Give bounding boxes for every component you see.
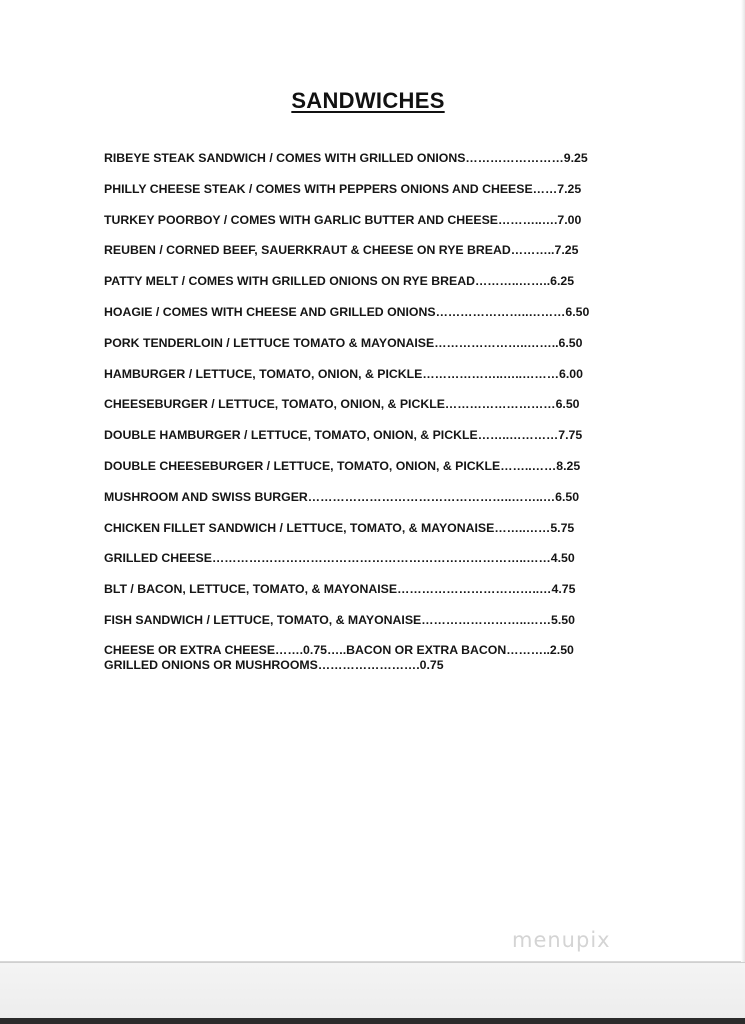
menu-item-patty-melt: PATTY MELT / COMES WITH GRILLED ONIONS ON RYE BREAD………..……..6.25 [104,274,575,289]
extras-line-cheese-bacon: CHEESE OR EXTRA CHEESE…….0.75…..BACON OR EXTRA BACON………..2.50 [104,642,574,657]
menu-item-double-cheeseburger: DOUBLE CHEESEBURGER / LETTUCE, TOMATO, ONION, & PICKLE……..……8.25 [104,458,581,473]
menu-item-ribeye-steak-sandwich: RIBEYE STEAK SANDWICH / COMES WITH GRILLED ONIONS……………………9.25 [104,151,588,165]
extras-line-onions-mushrooms: GRILLED ONIONS OR MUSHROOMS…………………….0.75 [104,657,444,672]
menu-item-hoagie: HOAGIE / COMES WITH CHEESE AND GRILLED ONIONS…………………..………6.50 [104,304,590,319]
menu-item-philly-cheese-steak: PHILLY CHEESE STEAK / COMES WITH PEPPERS ONIONS AND CHEESE……7.25 [104,181,582,196]
menu-item-cheeseburger: CHEESEBURGER / LETTUCE, TOMATO, ONION, & PICKLE………………………6.50 [104,397,580,412]
sheet-right-edge [741,0,745,962]
menu-item-mushroom-swiss-burger: MUSHROOM AND SWISS BURGER…………………………………………..……..…6.50 [104,489,580,504]
sandwich-menu-list [104,150,644,673]
scanner-bed-strip [0,962,745,1024]
page-title: SANDWICHES [291,88,445,113]
menu-item-blt: BLT / BACON, LETTUCE, TOMATO, & MAYONAISE……………………………..…4.75 [104,582,576,597]
menu-item-reuben: REUBEN / CORNED BEEF, SAUERKRAUT & CHEESE ON RYE BREAD………..7.25 [104,243,579,258]
menu-item-chicken-fillet-sandwich: CHICKEN FILLET SANDWICH / LETTUCE, TOMATO, & MAYONAISE……..……5.75 [104,520,575,535]
menu-item-double-hamburger: DOUBLE HAMBURGER / LETTUCE, TOMATO, ONION, & PICKLE……..…………7.75 [104,428,583,443]
menu-item-hamburger: HAMBURGER / LETTUCE, TOMATO, ONION, & PICKLE………………..…..………6.00 [104,366,583,381]
menu-item-turkey-poorboy: TURKEY POORBOY / COMES WITH GARLIC BUTTER AND CHEESE………..….7.00 [104,212,582,227]
menu-item-grilled-cheese: GRILLED CHEESE…………………………………………………………………..……4.50 [104,551,575,566]
menu-item-fish-sandwich: FISH SANDWICH / LETTUCE, TOMATO, & MAYONAISE……………………..……5.50 [104,612,575,627]
scanner-bottom-bar [0,1018,745,1024]
menu-item-pork-tenderloin: PORK TENDERLOIN / LETTUCE TOMATO & MAYONAISE…………………..……..6.50 [104,335,583,350]
menupix-watermark: menupix [512,928,611,952]
